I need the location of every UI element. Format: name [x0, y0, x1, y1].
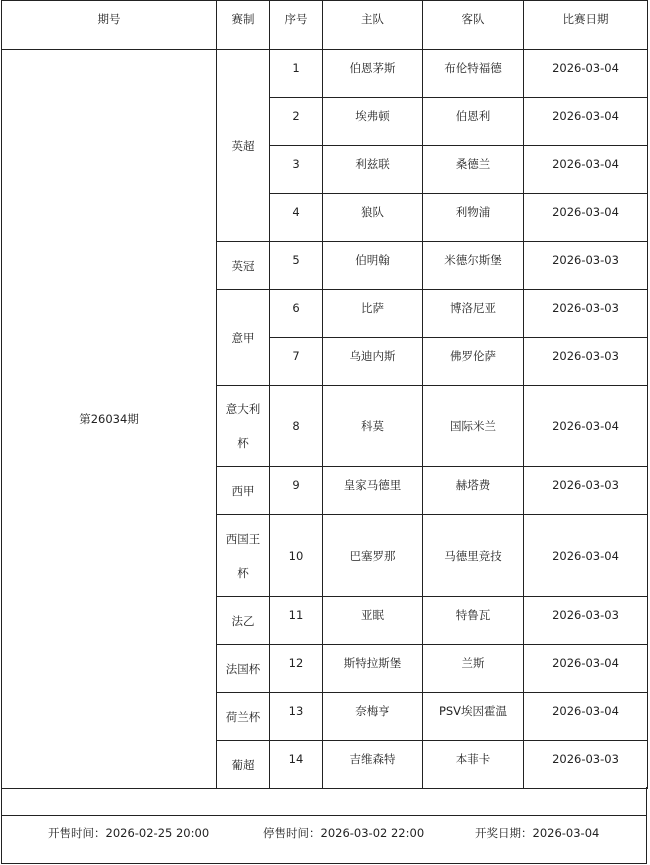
- league-cell: 法乙: [217, 597, 270, 645]
- league-cell: 荷兰杯: [217, 693, 270, 741]
- away-team-cell: 兰斯: [423, 645, 524, 693]
- draw-date-label: 开奖日期：: [475, 826, 533, 840]
- match-date-cell: 2026-03-03: [524, 290, 648, 338]
- sale-stop-value: 2026-03-02 22:00: [320, 826, 425, 840]
- sale-stop-info: [263, 825, 424, 841]
- footer-divider: [2, 815, 646, 816]
- match-date-cell: 2026-03-04: [524, 645, 648, 693]
- seq-cell: 6: [270, 290, 323, 338]
- home-team-cell: 斯特拉斯堡: [323, 645, 423, 693]
- match-date-cell: 2026-03-04: [524, 146, 648, 194]
- away-team-cell: 特鲁瓦: [423, 597, 524, 645]
- away-team-cell: 博洛尼亚: [423, 290, 524, 338]
- league-cell: 法国杯: [217, 645, 270, 693]
- league-cell: 葡超: [217, 741, 270, 789]
- match-date-cell: 2026-03-04: [524, 693, 648, 741]
- sale-start-info: [48, 825, 209, 841]
- match-date-cell: 2026-03-03: [524, 467, 648, 515]
- away-team-cell: 利物浦: [423, 194, 524, 242]
- match-date-cell: 2026-03-04: [524, 98, 648, 146]
- away-team-cell: 伯恩利: [423, 98, 524, 146]
- away-team-cell: 赫塔费: [423, 467, 524, 515]
- home-team-cell: 皇家马德里: [323, 467, 423, 515]
- sale-start-label: 开售时间：: [48, 826, 106, 840]
- seq-cell: 3: [270, 146, 323, 194]
- draw-date-value: 2026-03-04: [532, 826, 600, 840]
- match-date-cell: 2026-03-03: [524, 597, 648, 645]
- home-team-cell: 利兹联: [323, 146, 423, 194]
- league-cell: 英冠: [217, 242, 270, 290]
- home-team-cell: 吉维森特: [323, 741, 423, 789]
- header-home: 主队: [323, 1, 423, 50]
- table-row: [2, 50, 648, 98]
- sale-stop-label: 停售时间：: [263, 826, 321, 840]
- header-seq: 序号: [270, 1, 323, 50]
- sale-start-value: 2026-02-25 20:00: [105, 826, 210, 840]
- issue-cell: 第26034期: [2, 50, 217, 789]
- seq-cell: 13: [270, 693, 323, 741]
- home-team-cell: 埃弗顿: [323, 98, 423, 146]
- away-team-cell: 马德里竞技: [423, 515, 524, 597]
- away-team-cell: 本菲卡: [423, 741, 524, 789]
- home-team-cell: 科莫: [323, 386, 423, 467]
- match-date-cell: 2026-03-04: [524, 515, 648, 597]
- fixture-table: [1, 0, 648, 789]
- away-team-cell: 佛罗伦萨: [423, 338, 524, 386]
- match-date-cell: 2026-03-04: [524, 50, 648, 98]
- home-team-cell: 巴塞罗那: [323, 515, 423, 597]
- away-team-cell: 国际米兰: [423, 386, 524, 467]
- match-date-cell: 2026-03-03: [524, 338, 648, 386]
- header-date: 比赛日期: [524, 1, 648, 50]
- home-team-cell: 乌迪内斯: [323, 338, 423, 386]
- seq-cell: 2: [270, 98, 323, 146]
- header-away: 客队: [423, 1, 524, 50]
- league-cell: 西甲: [217, 467, 270, 515]
- seq-cell: 11: [270, 597, 323, 645]
- match-date-cell: 2026-03-03: [524, 741, 648, 789]
- home-team-cell: 伯恩茅斯: [323, 50, 423, 98]
- seq-cell: 1: [270, 50, 323, 98]
- seq-cell: 10: [270, 515, 323, 597]
- match-date-cell: 2026-03-04: [524, 386, 648, 467]
- seq-cell: 5: [270, 242, 323, 290]
- away-team-cell: 桑德兰: [423, 146, 524, 194]
- league-cell: 意大利杯: [217, 386, 270, 467]
- header-row: [2, 1, 648, 50]
- home-team-cell: 亚眠: [323, 597, 423, 645]
- seq-cell: 9: [270, 467, 323, 515]
- away-team-cell: 布伦特福德: [423, 50, 524, 98]
- seq-cell: 12: [270, 645, 323, 693]
- header-league: 赛制: [217, 1, 270, 50]
- league-cell: 意甲: [217, 290, 270, 386]
- league-cell: 西国王杯: [217, 515, 270, 597]
- match-date-cell: 2026-03-04: [524, 194, 648, 242]
- seq-cell: 7: [270, 338, 323, 386]
- draw-date-info: [475, 825, 599, 841]
- seq-cell: 14: [270, 741, 323, 789]
- seq-cell: 4: [270, 194, 323, 242]
- match-date-cell: 2026-03-03: [524, 242, 648, 290]
- sale-info-footer: [1, 787, 647, 864]
- home-team-cell: 奈梅亨: [323, 693, 423, 741]
- home-team-cell: 伯明翰: [323, 242, 423, 290]
- league-cell: 英超: [217, 50, 270, 242]
- home-team-cell: 比萨: [323, 290, 423, 338]
- away-team-cell: PSV埃因霍温: [423, 693, 524, 741]
- home-team-cell: 狼队: [323, 194, 423, 242]
- away-team-cell: 米德尔斯堡: [423, 242, 524, 290]
- header-issue: 期号: [2, 1, 217, 50]
- seq-cell: 8: [270, 386, 323, 467]
